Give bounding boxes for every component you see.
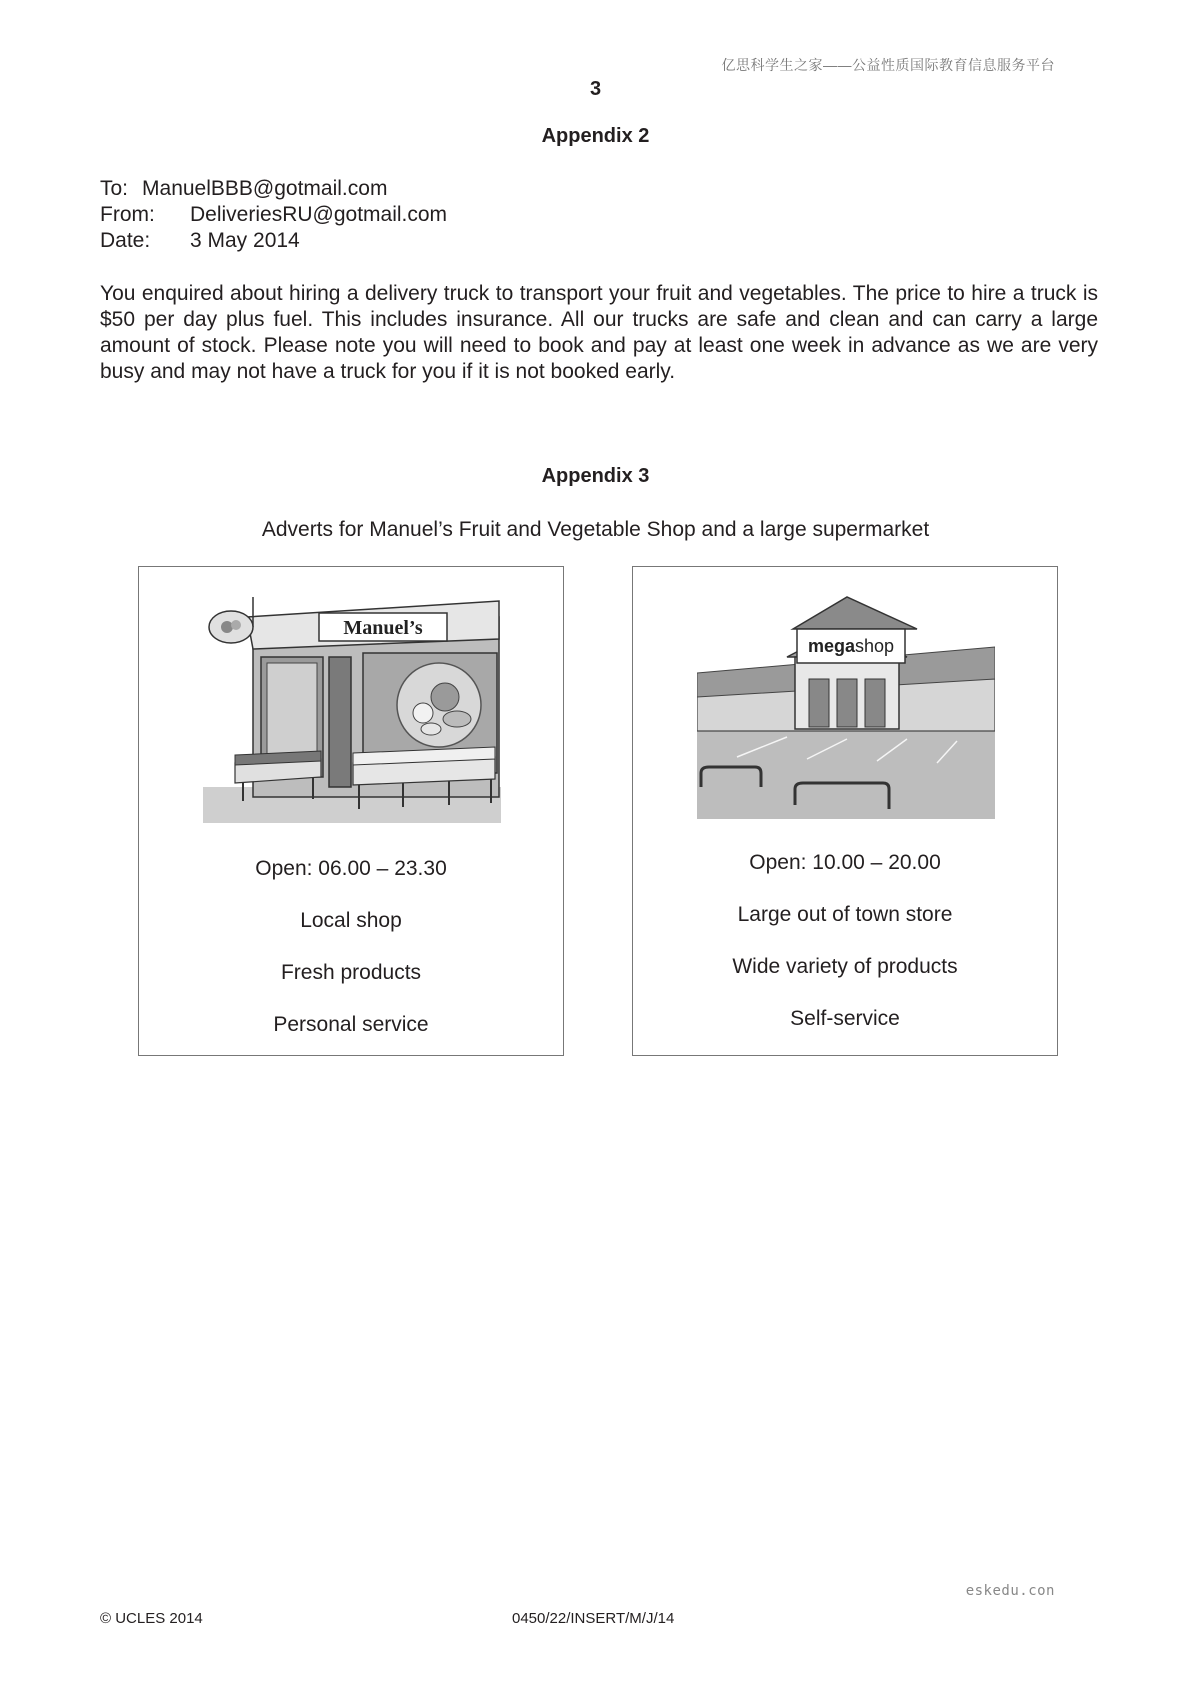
megashop-opening-hours: Open: 10.00 – 20.00 bbox=[749, 851, 941, 874]
manuels-sign-text: Manuel’s bbox=[343, 617, 423, 639]
manuels-opening-hours: Open: 06.00 – 23.30 bbox=[255, 857, 447, 880]
megashop-feature-store: Large out of town store bbox=[737, 903, 953, 926]
email-date-row bbox=[100, 229, 300, 253]
megashop-advert bbox=[632, 566, 1058, 1056]
svg-text:megashop bbox=[808, 636, 894, 656]
manuels-feature-service: Personal service bbox=[273, 1013, 429, 1036]
megashop-feature-self-service: Self-service bbox=[790, 1007, 900, 1030]
megashop-advert-lines bbox=[633, 851, 1057, 1059]
megashop-feature-variety: Wide variety of products bbox=[732, 955, 958, 978]
email-to-label: To: bbox=[100, 177, 129, 200]
email-body: You enquired about hiring a delivery truck to transport your fruit and vegetables. The price to hire a truck is $50 per day plus fuel. This includes insurance. All our trucks are safe and clean and can carry a large amount of stock. Please note you will need to book and pay at least one week in advance as we are very busy and may not have a truck for you if it is not booked early. bbox=[100, 282, 1098, 383]
email-date-value: 3 May 2014 bbox=[190, 229, 300, 252]
footer-code: 0450/22/INSERT/M/J/14 bbox=[512, 1610, 675, 1627]
adverts-subtitle: Adverts for Manuel’s Fruit and Vegetable Shop and a large supermarket bbox=[261, 518, 930, 541]
manuels-feature-local: Local shop bbox=[300, 909, 402, 932]
email-date-label: Date: bbox=[100, 229, 151, 252]
page-number: 3 bbox=[589, 78, 602, 100]
appendix-3-heading: Appendix 3 bbox=[541, 465, 650, 487]
megashop-sign-bold: mega bbox=[807, 636, 855, 656]
footer-copyright: © UCLES 2014 bbox=[100, 1610, 203, 1627]
manuels-feature-fresh: Fresh products bbox=[280, 961, 422, 984]
email-to-value: ManuelBBB@gotmail.com bbox=[142, 177, 388, 200]
email-to-row bbox=[100, 177, 387, 201]
megashop-sign-rest: shop bbox=[854, 636, 895, 656]
manuels-advert bbox=[138, 566, 564, 1056]
footer-site: eskedu.con bbox=[965, 1583, 1055, 1599]
megashop-illustration bbox=[697, 587, 995, 819]
email-from-row bbox=[100, 203, 447, 227]
manuels-advert-lines bbox=[139, 857, 563, 1065]
email-from-value: DeliveriesRU@gotmail.com bbox=[190, 203, 448, 226]
email-from-label: From: bbox=[100, 203, 155, 226]
appendix-2-heading: Appendix 2 bbox=[541, 125, 650, 147]
header-note: 亿思科学生之家——公益性质国际教育信息服务平台 bbox=[721, 57, 1055, 73]
manuels-shop-illustration bbox=[203, 587, 501, 823]
